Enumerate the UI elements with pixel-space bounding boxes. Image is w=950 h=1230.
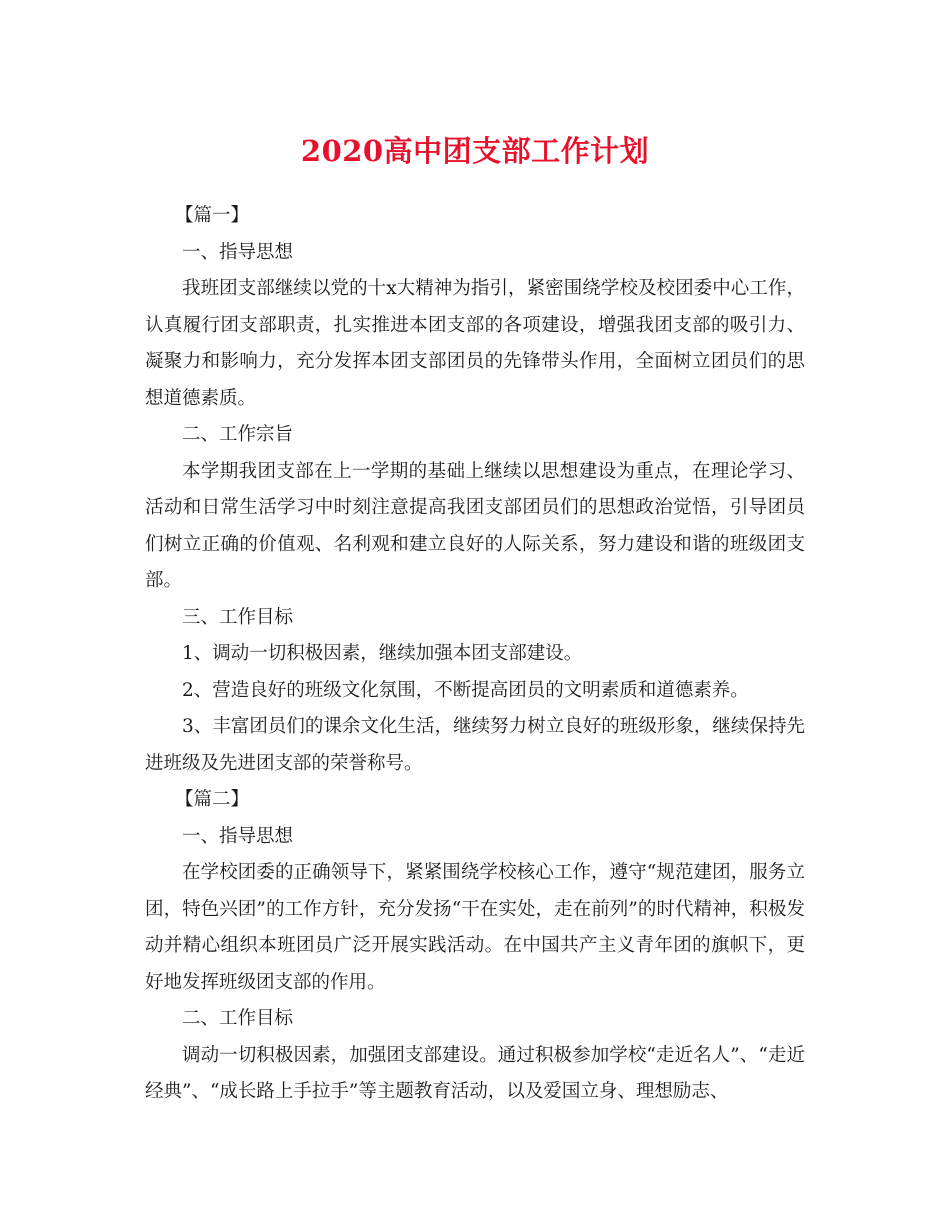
section-heading: 二、工作目标 xyxy=(182,1008,294,1029)
list-item: 2、营造良好的班级文化氛围，不断提高团员的文明素质和道德素养。 xyxy=(182,679,749,701)
body-paragraph: 在学校团委的正确领导下，紧紧围绕学校核心工作，遵守“规范建团，服务立团，特色兴团”的工作方针，充分发扬“干在实处，走在前列”的时代精神，积极发动并精心组织本班团员广泛开展实践活动。在中国共产主义青年团的旗帜下，更好地发挥班级团支部的作用。 xyxy=(145,862,805,993)
body-paragraph: 我班团支部继续以党的十x大精神为指引，紧密围绕学校及校团委中心工作，认真履行团支部职责，扎实推进本团支部的各项建设，增强我团支部的吸引力、凝聚力和影响力，充分发挥本团支部团员的先锋带头作用，全面树立团员们的思想道德素质。 xyxy=(145,278,805,409)
section-heading: 一、指导思想 xyxy=(182,241,294,263)
section-heading: 二、工作宗旨 xyxy=(182,424,294,445)
document-title: 2020高中团支部工作计划 xyxy=(300,134,650,168)
section-heading: 一、指导思想 xyxy=(182,825,294,847)
section-marker: 【篇一】 xyxy=(175,205,250,226)
document-body xyxy=(145,198,805,1111)
body-paragraph: 本学期我团支部在上一学期的基础上继续以思想建设为重点，在理论学习、活动和日常生活学习中时刻注意提高我团支部团员们的思想政治觉悟，引导团员们树立正确的价值观、名利观和建立良好的人际关系，努力建设和谐的班级团支部。 xyxy=(145,460,805,591)
list-item: 1、调动一切积极因素，继续加强本团支部建设。 xyxy=(182,643,583,664)
section-heading: 三、工作目标 xyxy=(182,606,294,628)
list-item: 3、丰富团员们的课余文化生活，继续努力树立良好的班级形象，继续保持先进班级及先进团支部的荣誉称号。 xyxy=(145,716,805,774)
section-marker: 【篇二】 xyxy=(175,789,250,810)
body-paragraph: 调动一切积极因素，加强团支部建设。通过积极参加学校“走近名人”、“走近经典”、“成长路上手拉手”等主题教育活动，以及爱国立身、理想励志、 xyxy=(145,1044,805,1102)
